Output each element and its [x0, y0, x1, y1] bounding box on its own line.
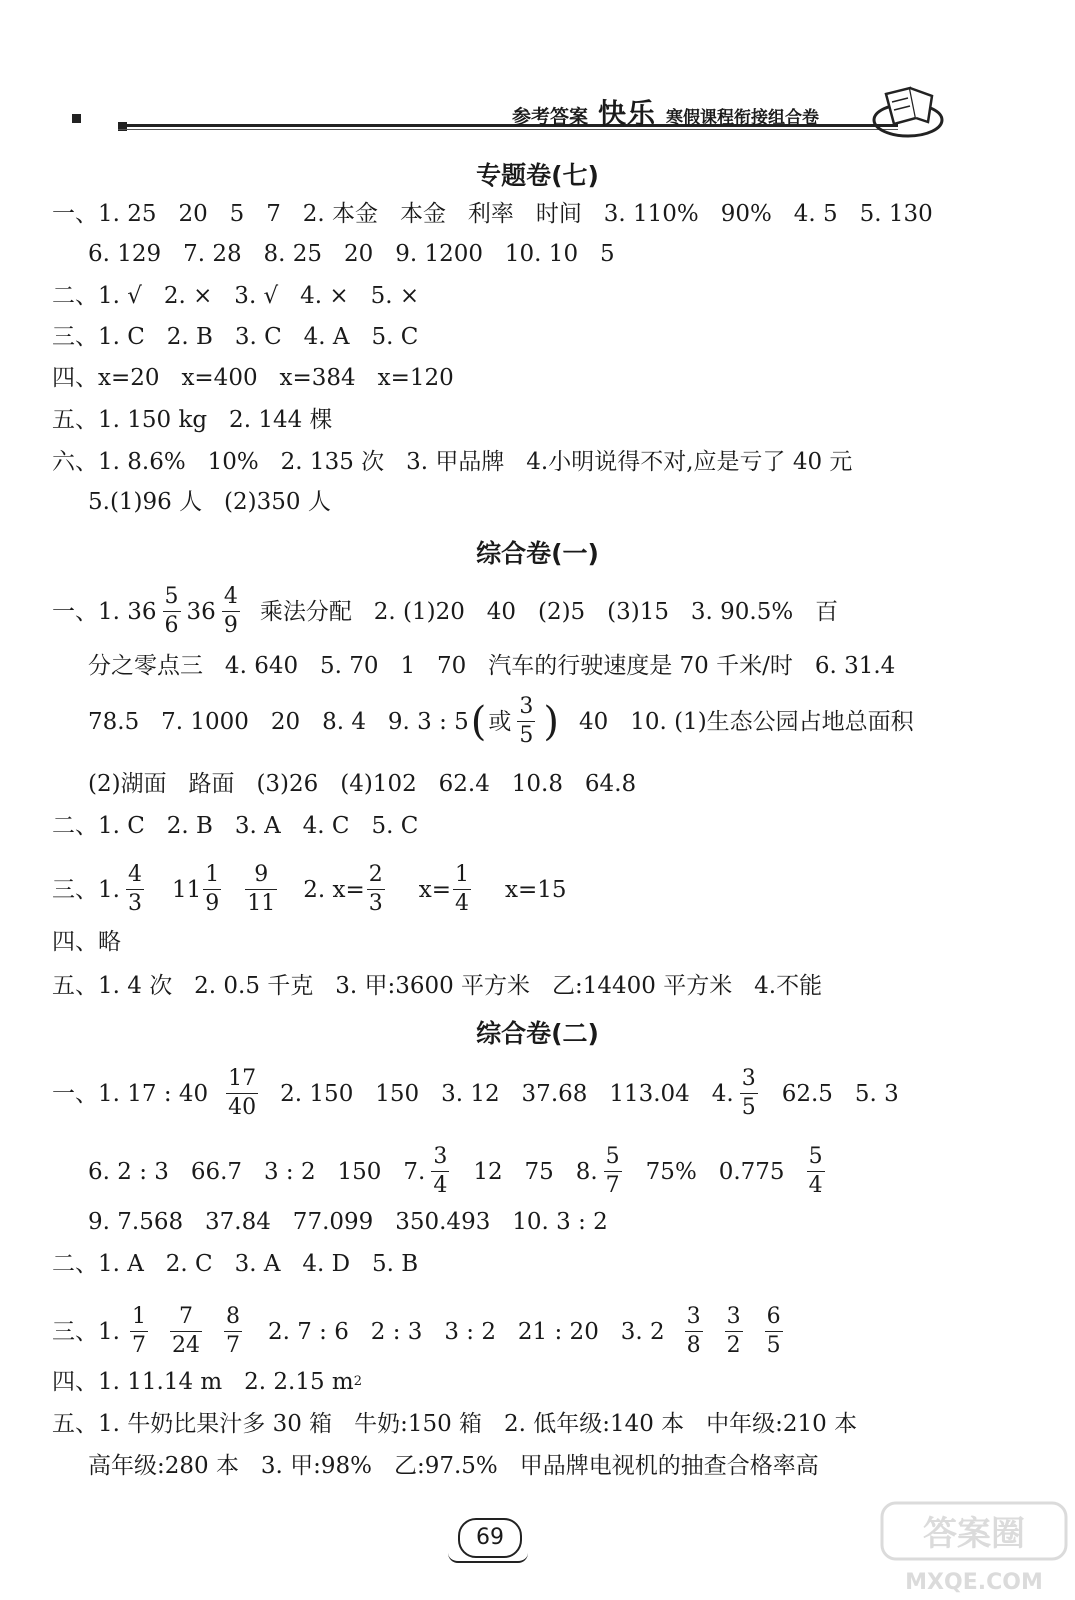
answer-text: 高年级:280 本 3. 甲:98% 乙:97.5% 甲品牌电视机的抽查合格率高: [88, 1453, 819, 1479]
fraction: $\frac{3}{5}$: [519, 694, 534, 748]
answer-line: [88, 486, 331, 518]
fraction: $\frac{3}{8}$: [686, 1304, 701, 1358]
fraction: $\frac{3}{2}$: [726, 1304, 741, 1358]
answer-text: 一、1. 36: [52, 598, 157, 625]
answer-line: [52, 970, 822, 1002]
answer-text: 四、1. 11.14 m 2. 2.15 m: [52, 1369, 354, 1395]
answer-line: [52, 1366, 362, 1398]
answer-line: [88, 1206, 608, 1238]
answer-text: 40 10. (1)生态公园占地总面积: [579, 708, 914, 735]
answer-text: 二、1. C 2. B 3. A 4. C 5. C: [52, 813, 419, 839]
answer-text: 9. 7.568 37.84 77.099 350.493 10. 3 : 2: [88, 1209, 608, 1235]
answer-line: [52, 1248, 418, 1280]
answer-text: 6. 129 7. 28 8. 25 20 9. 1200 10. 10 5: [88, 241, 615, 267]
watermark-url: MXQE.COM: [905, 1570, 1043, 1595]
answer-line: [88, 238, 615, 270]
fraction: $\frac{4}{9}$: [223, 584, 238, 638]
header-ref-answers: 参考答案: [512, 106, 589, 128]
page-number-ornament: [448, 1553, 528, 1563]
header-ornament: [72, 114, 81, 123]
answer-line: [52, 446, 852, 478]
fraction: $\frac{5}{4}$: [808, 1144, 823, 1198]
answer-line: [88, 1146, 831, 1197]
answer-text: 6. 2 : 3 66.7 3 : 2 150 7.: [88, 1158, 426, 1185]
answer-text: (2)湖面 路面 (3)26 (4)102 62.4 10.8 64.8: [88, 771, 637, 797]
fraction: $\frac{5}{6}$: [164, 584, 179, 638]
answer-text: 一、1. 17 : 40: [52, 1080, 209, 1107]
answer-line: [52, 1068, 899, 1119]
answer-text: 75% 0.775: [645, 1158, 785, 1185]
answer-line: [52, 586, 838, 637]
answer-text: 四、x=20 x=400 x=384 x=120: [52, 365, 454, 391]
header-brand: 快乐: [598, 97, 657, 130]
answer-line: [52, 1408, 857, 1440]
answer-text: 或: [488, 708, 512, 735]
answer-line: [52, 864, 567, 915]
answer-line: [88, 768, 636, 800]
fraction: $\frac{6}{5}$: [766, 1304, 781, 1358]
fraction: $\frac{1}{7}$: [131, 1304, 146, 1358]
fraction: $\frac{3}{5}$: [741, 1066, 756, 1120]
answer-text: 四、略: [52, 929, 121, 955]
fraction: $\frac{7}{24}$: [171, 1304, 200, 1358]
answer-text: x=15: [504, 876, 567, 903]
paren-close: ): [543, 698, 559, 745]
page-number: 69: [458, 1518, 522, 1558]
answer-text: 2. 150 150 3. 12 37.68 113.04 4.: [280, 1080, 734, 1107]
answer-line: [52, 404, 333, 436]
superscript: 2: [353, 1374, 363, 1389]
answer-line: [88, 650, 895, 682]
fraction: $\frac{3}{4}$: [433, 1144, 448, 1198]
answer-text: 二、1. A 2. C 3. A 4. D 5. B: [52, 1251, 419, 1277]
section-title: 专题卷(七): [476, 161, 599, 190]
answer-text: 62.5 5. 3: [781, 1080, 899, 1107]
watermark-logo: [876, 1497, 1072, 1597]
answer-text: 78.5 7. 1000 20 8. 4 9. 3 : 5: [88, 708, 469, 735]
answer-text: 五、1. 4 次 2. 0.5 千克 3. 甲:3600 平方米 乙:14400 平方米 4.不能: [52, 973, 823, 999]
fraction: $\frac{5}{7}$: [605, 1144, 620, 1198]
answer-text: 五、1. 150 kg 2. 144 棵: [52, 407, 333, 433]
answer-text: 2. x=: [303, 876, 365, 903]
section-title: 综合卷(一): [476, 539, 599, 568]
answer-text: 五、1. 牛奶比果汁多 30 箱 牛奶:150 箱 2. 低年级:140 本 中年级:210 本: [52, 1411, 858, 1437]
header-title: [512, 92, 820, 130]
answer-text: 12 75 8.: [473, 1158, 598, 1185]
answer-text: 三、1.: [52, 876, 120, 903]
answer-line: [52, 810, 418, 842]
header-series: 寒假课程衔接组合卷: [666, 108, 820, 128]
answer-line: [52, 926, 121, 958]
answer-text: 分之零点三 4. 640 5. 70 1 70 汽车的行驶速度是 70 千米/时 6. 31.4: [88, 653, 896, 679]
section-title: 综合卷(二): [476, 1019, 599, 1048]
answer-line: [52, 198, 933, 230]
answer-text: 5.(1)96 人 (2)350 人: [88, 489, 331, 515]
answer-text: x=: [418, 876, 451, 903]
answer-line: [52, 321, 418, 353]
answer-text: 36: [186, 598, 216, 625]
fraction: $\frac{1}{4}$: [454, 862, 469, 916]
answer-line: [52, 280, 419, 312]
answer-text: 三、1.: [52, 1318, 120, 1345]
fraction: $\frac{4}{3}$: [127, 862, 142, 916]
answer-line: [52, 362, 454, 394]
fraction: $\frac{1}{9}$: [205, 862, 220, 916]
answer-text: 二、1. √ 2. × 3. √ 4. × 5. ×: [52, 283, 420, 309]
answer-line: [88, 1450, 819, 1482]
fraction: $\frac{9}{11}$: [247, 862, 276, 916]
fraction: $\frac{8}{7}$: [225, 1304, 240, 1358]
answer-text: 11: [171, 876, 202, 903]
fraction: $\frac{2}{3}$: [368, 862, 383, 916]
answer-text: 六、1. 8.6% 10% 2. 135 次 3. 甲品牌 4.小明说得不对,应是亏了 40 元: [52, 449, 853, 475]
watermark-text: 答案圈: [923, 1514, 1025, 1554]
header-rule: [118, 129, 898, 130]
paren-open: (: [470, 698, 487, 745]
answer-text: 一、1. 25 20 5 7 2. 本金 本金 利率 时间 3. 110% 90% 4. 5 5. 130: [52, 201, 933, 227]
answer-text: 2. 7 : 6 2 : 3 3 : 2 21 : 20 3. 2: [267, 1318, 665, 1345]
book-logo-icon: [872, 80, 944, 140]
fraction: $\frac{17}{40}$: [228, 1066, 257, 1120]
answer-text: 三、1. C 2. B 3. C 4. A 5. C: [52, 324, 419, 350]
answer-line: [52, 1306, 789, 1357]
answer-line: [88, 696, 914, 747]
answer-text: 乘法分配 2. (1)20 40 (2)5 (3)15 3. 90.5% 百: [259, 598, 839, 625]
